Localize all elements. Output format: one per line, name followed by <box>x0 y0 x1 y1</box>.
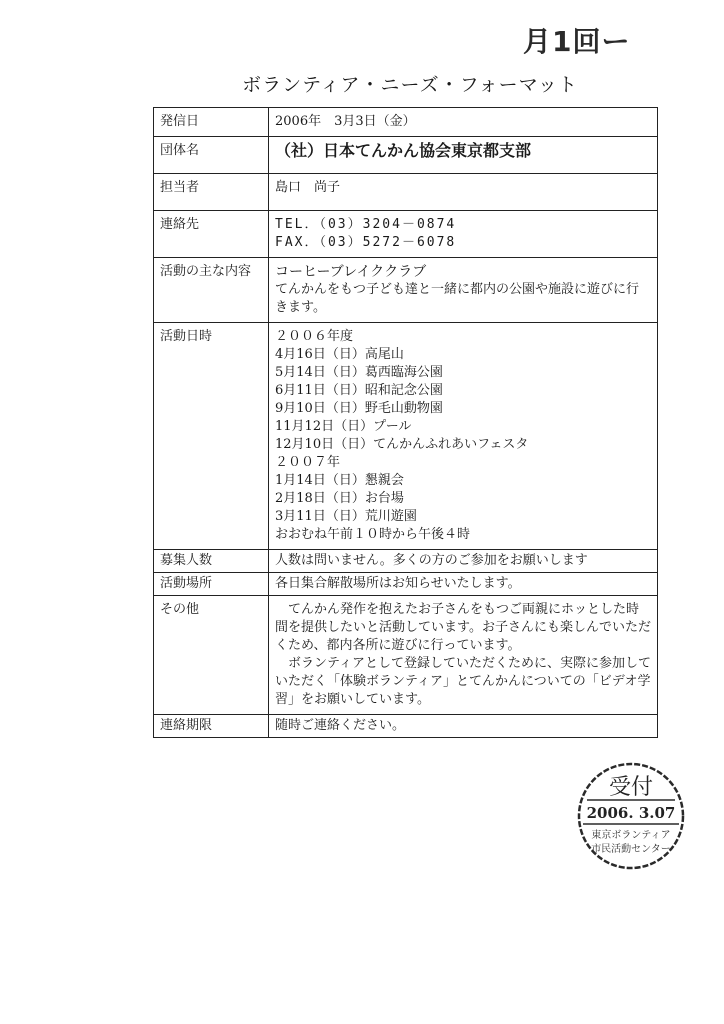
other-paragraph-2: ボランティアとして登録していただくために、実際に参加していただく「体験ボランティア」とてんかんについての「ビデオ学習」をお願いしています。 <box>275 656 651 707</box>
schedule-line: 6月11日（日）昭和記念公園 <box>275 383 443 398</box>
schedule-line: ２００７年 <box>275 455 341 470</box>
value-organization <box>269 137 658 174</box>
schedule-line: 3月11日（日）荒川遊園 <box>275 509 417 524</box>
schedule-line: ２００６年度 <box>275 329 354 344</box>
label-organization: 団体名 <box>154 137 269 174</box>
schedule-line: 9月10日（日）野毛山動物園 <box>275 401 443 416</box>
label-recruit: 募集人数 <box>154 550 269 573</box>
schedule-line: 1月14日（日）懇親会 <box>275 473 404 488</box>
volunteer-needs-form-table <box>153 107 658 738</box>
reception-stamp-graphic <box>575 760 687 872</box>
organization-name: （社）日本てんかん協会東京都支部 <box>275 141 532 160</box>
form-title: ボランティア・ニーズ・フォーマット <box>242 74 578 96</box>
row-schedule <box>154 323 658 550</box>
label-deadline: 連絡期限 <box>154 715 269 738</box>
label-other: その他 <box>154 596 269 715</box>
row-contact <box>154 211 658 258</box>
other-paragraph-1: てんかん発作を抱えたお子さんをもつご両親にホッとした時間を提供したいと活動しています。お子さんにも楽しんでいただくため、都内各所に遊びに行っています。 <box>275 602 651 653</box>
value-place: 各日集合解散場所はお知らせいたします。 <box>269 573 658 596</box>
activity-description: てんかんをもつ子ども達と一緒に都内の公園や施設に遊びに行きます。 <box>275 282 640 315</box>
contact-tel: TEL．（03）3204－0874 <box>275 217 457 232</box>
label-schedule: 活動日時 <box>154 323 269 550</box>
schedule-line: 2月18日（日）お台場 <box>275 491 404 506</box>
stamp-date: 2006. 3.07 <box>586 804 676 822</box>
label-activity: 活動の主な内容 <box>154 258 269 323</box>
stamp-line-2: 市民活動センター <box>591 844 671 855</box>
reception-stamp <box>575 760 687 872</box>
contact-fax: FAX．（03）5272－6078 <box>275 235 457 250</box>
label-person: 担当者 <box>154 174 269 211</box>
value-person: 島口 尚子 <box>269 174 658 211</box>
row-deadline <box>154 715 658 738</box>
schedule-line: 11月12日（日）プール <box>275 419 412 434</box>
value-schedule <box>269 323 658 550</box>
stamp-line-1: 東京ボランティア <box>591 830 671 841</box>
value-activity <box>269 258 658 323</box>
row-place <box>154 573 658 596</box>
row-organization <box>154 137 658 174</box>
row-recruit <box>154 550 658 573</box>
label-place: 活動場所 <box>154 573 269 596</box>
schedule-line: 12月10日（日）てんかんふれあいフェスタ <box>275 437 529 452</box>
row-date <box>154 108 658 137</box>
row-person <box>154 174 658 211</box>
value-contact <box>269 211 658 258</box>
corner-handwritten-note: 月1回ー <box>523 25 631 58</box>
stamp-title: 受付 <box>608 775 654 800</box>
schedule-line: おおむね午前１０時から午後４時 <box>275 527 471 542</box>
value-recruit: 人数は問いません。多くの方のご参加をお願いします <box>269 550 658 573</box>
value-deadline: 随時ご連絡ください。 <box>269 715 658 738</box>
value-other <box>269 596 658 715</box>
activity-name: コーヒーブレイククラブ <box>275 264 427 280</box>
row-activity <box>154 258 658 323</box>
row-other <box>154 596 658 715</box>
label-date: 発信日 <box>154 108 269 137</box>
label-contact: 連絡先 <box>154 211 269 258</box>
value-date: 2006年 3月3日（金） <box>269 108 658 137</box>
schedule-line: 5月14日（日）葛西臨海公園 <box>275 365 443 380</box>
schedule-line: 4月16日（日）高尾山 <box>275 347 404 362</box>
